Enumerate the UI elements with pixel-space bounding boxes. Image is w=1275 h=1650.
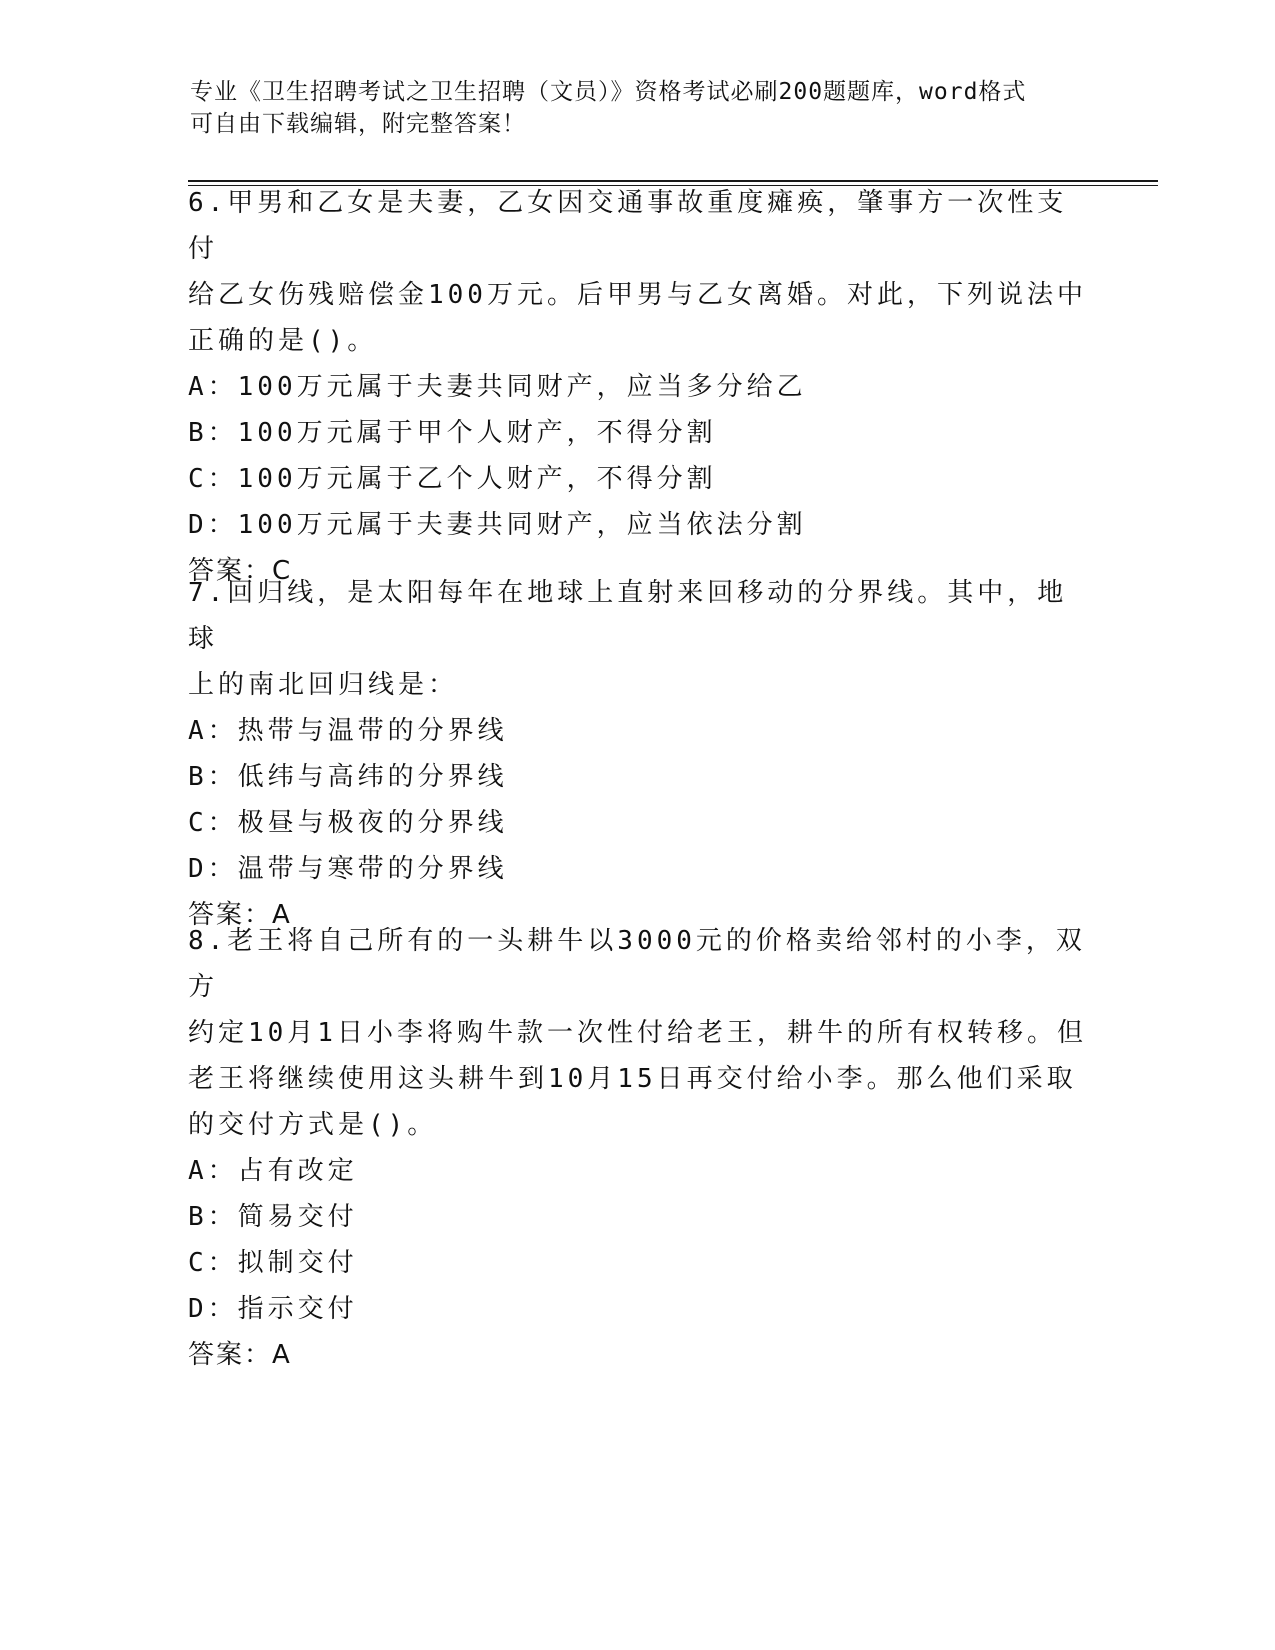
answer-line: 答案：A bbox=[188, 900, 292, 930]
option-c: C：极昼与极夜的分界线 bbox=[188, 808, 508, 838]
option-a: A：占有改定 bbox=[188, 1156, 358, 1186]
question-stem-line: 6.甲男和乙女是夫妻，乙女因交通事故重度瘫痪，肇事方一次性支付 bbox=[188, 188, 1068, 264]
question-stem-line: 7.回归线，是太阳每年在地球上直射来回移动的分界线。其中，地球 bbox=[188, 578, 1068, 654]
question-stem-line: 8.老王将自己所有的一头耕牛以3000元的价格卖给邻村的小李，双方 bbox=[188, 926, 1086, 1002]
option-c: C：100万元属于乙个人财产，不得分割 bbox=[188, 464, 717, 494]
question-stem-line: 给乙女伤残赔偿金100万元。后甲男与乙女离婚。对此，下列说法中 bbox=[188, 280, 1087, 310]
question-stem-line: 老王将继续使用这头耕牛到10月15日再交付给小李。那么他们采取 bbox=[188, 1064, 1077, 1094]
option-d: D：100万元属于夫妻共同财产，应当依法分割 bbox=[188, 510, 807, 540]
question-stem-line: 约定10月1日小李将购牛款一次性付给老王，耕牛的所有权转移。但 bbox=[188, 1018, 1087, 1048]
option-a: A：热带与温带的分界线 bbox=[188, 716, 508, 746]
option-b: B：低纬与高纬的分界线 bbox=[188, 762, 508, 792]
answer-line: 答案：C bbox=[188, 556, 293, 586]
option-a: A：100万元属于夫妻共同财产，应当多分给乙 bbox=[188, 372, 807, 402]
option-b: B：100万元属于甲个人财产，不得分割 bbox=[188, 418, 717, 448]
option-b: B：简易交付 bbox=[188, 1202, 358, 1232]
option-c: C：拟制交付 bbox=[188, 1248, 358, 1278]
question-8 bbox=[188, 918, 1088, 1378]
question-stem-line: 上的南北回归线是： bbox=[188, 670, 459, 700]
question-stem-line: 正确的是()。 bbox=[188, 326, 378, 356]
question-stem-line: 的交付方式是()。 bbox=[188, 1110, 438, 1140]
question-6 bbox=[188, 180, 1088, 594]
option-d: D：指示交付 bbox=[188, 1294, 358, 1324]
answer-line: 答案：A bbox=[188, 1340, 292, 1370]
question-7 bbox=[188, 570, 1088, 938]
document-header bbox=[190, 76, 1090, 140]
header-line-2: 可自由下载编辑，附完整答案！ bbox=[190, 111, 526, 137]
option-d: D：温带与寒带的分界线 bbox=[188, 854, 508, 884]
header-line-1: 专业《卫生招聘考试之卫生招聘（文员）》资格考试必刷200题题库，word格式 bbox=[190, 79, 1027, 105]
